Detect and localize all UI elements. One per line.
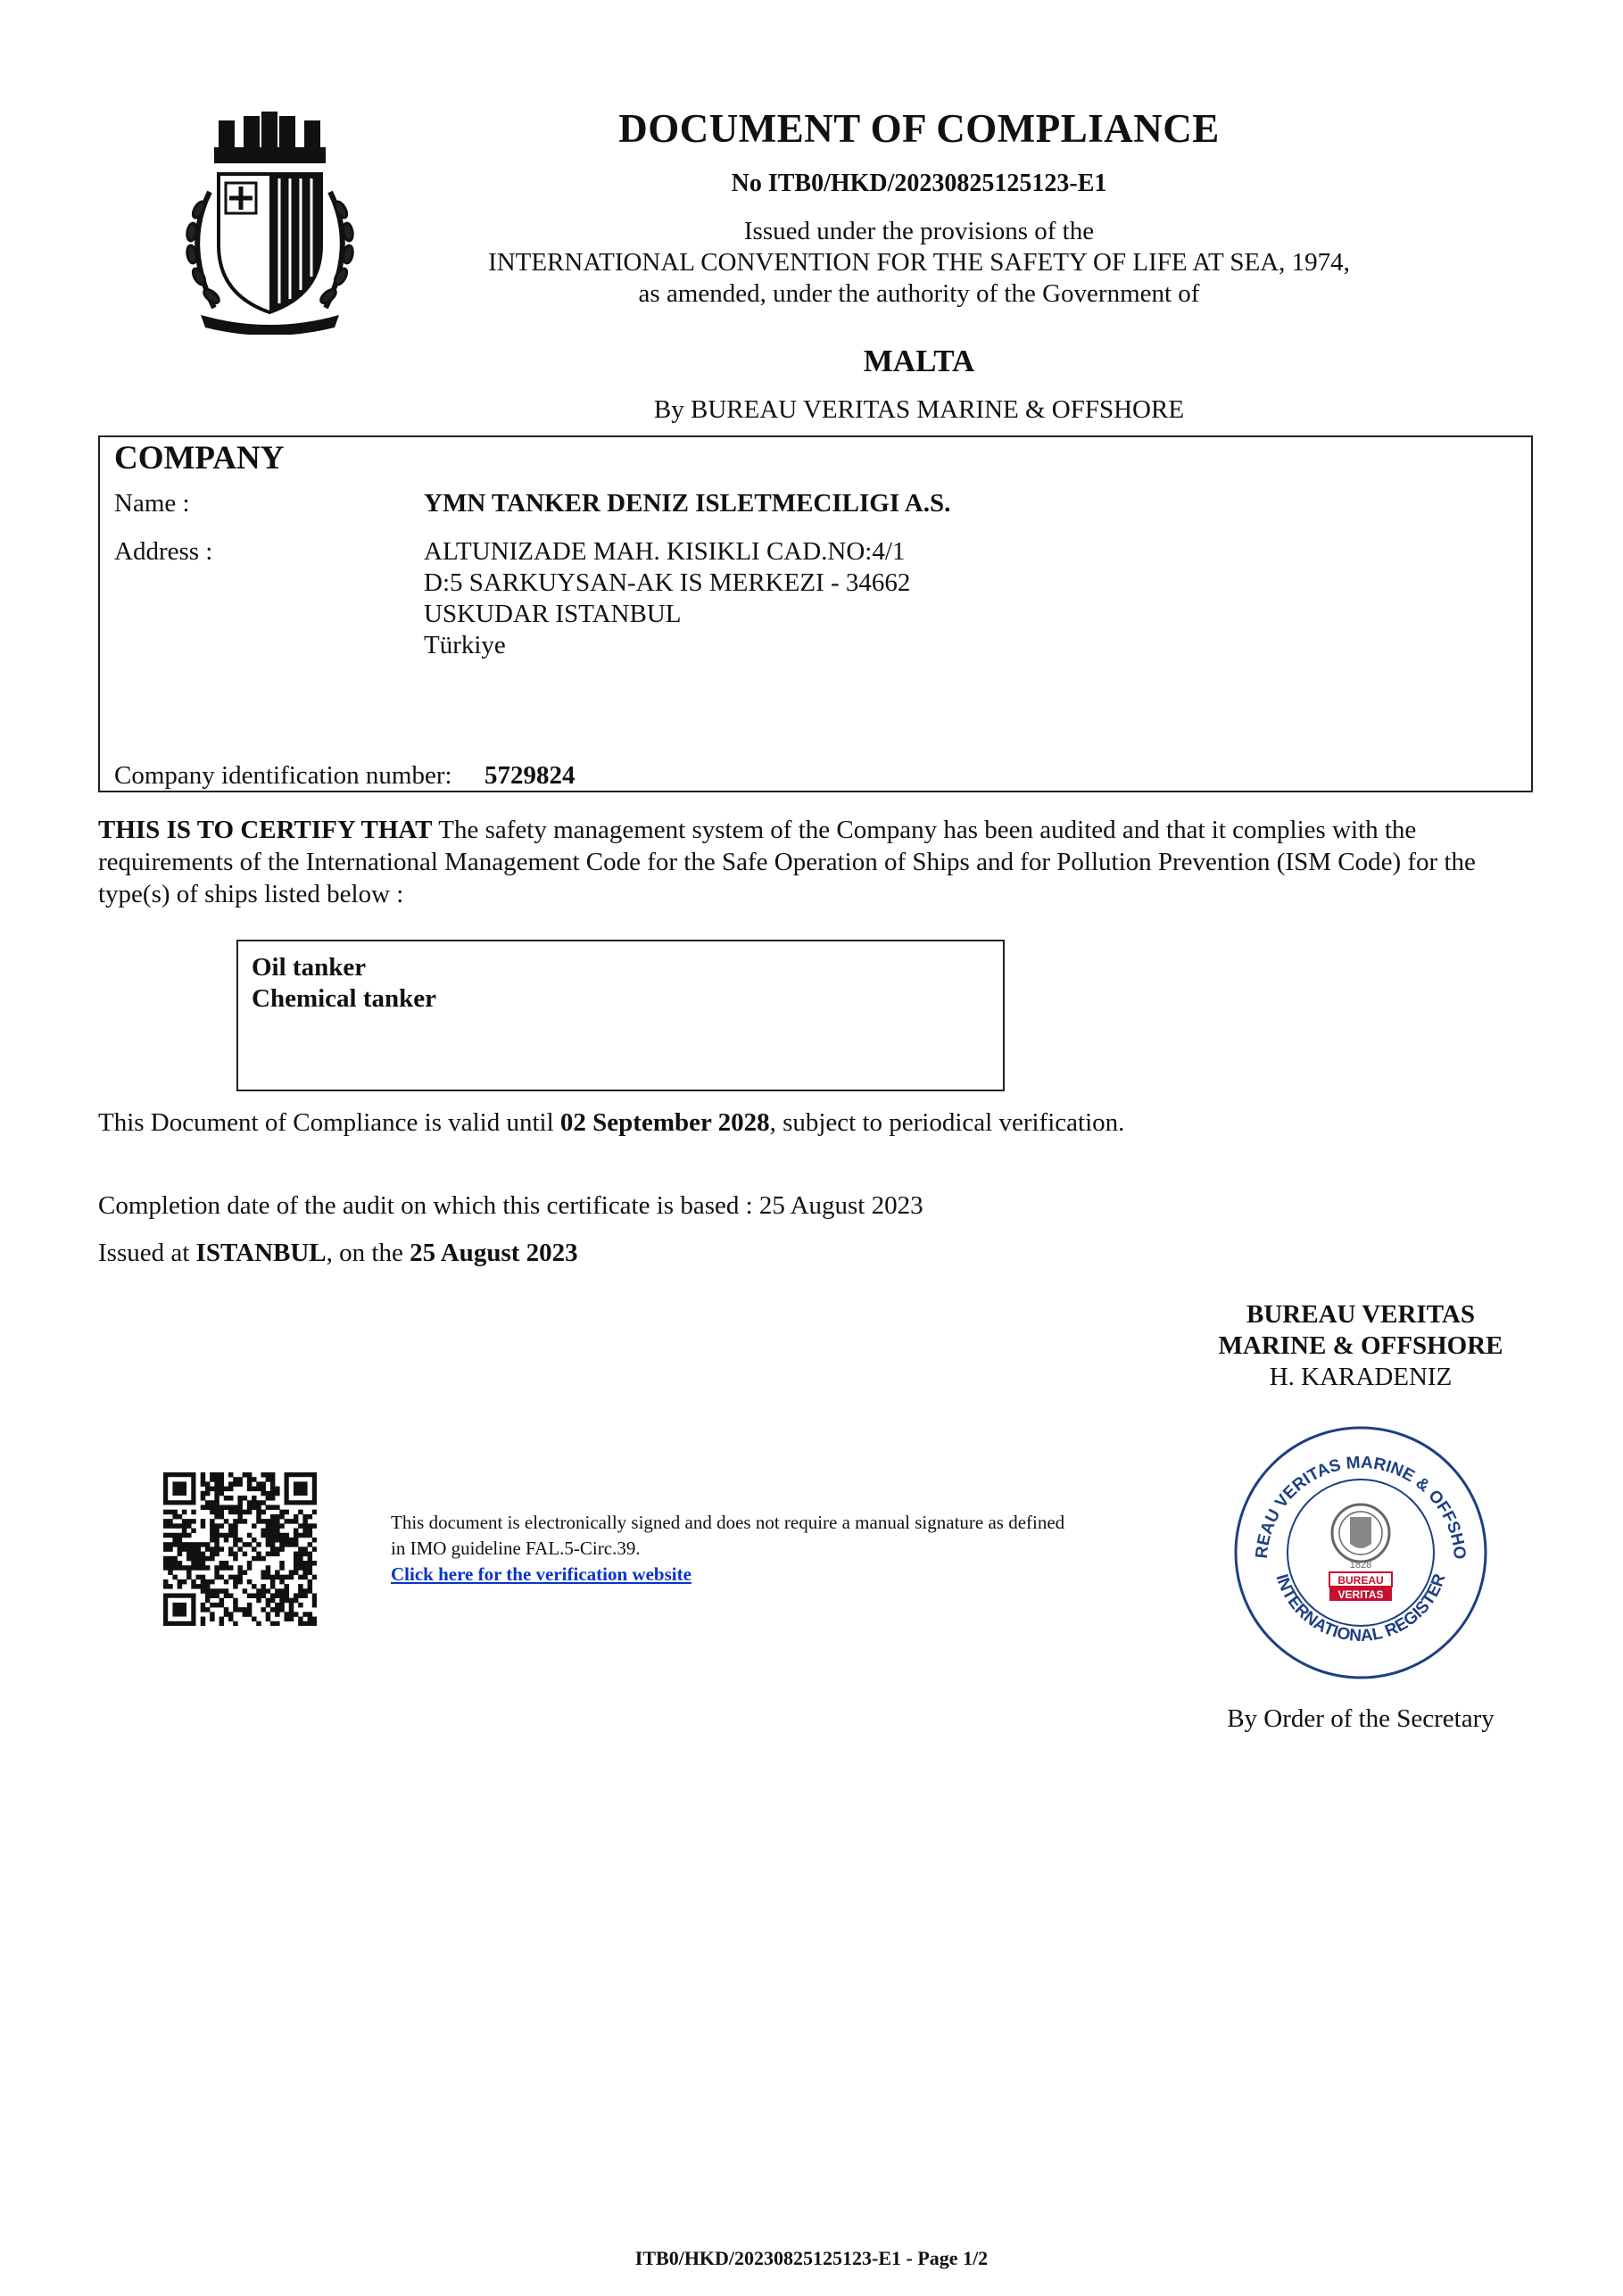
- issued-at-middle: , on the: [326, 1239, 410, 1267]
- validity-suffix: , subject to periodical verification.: [769, 1108, 1125, 1137]
- document-number: No ITB0/HKD/20230825125123-E1: [731, 170, 1107, 197]
- seal-ring-top-text: REAU VERITAS MARINE & OFFSHO: [1252, 1453, 1470, 1561]
- issued-under-line-1: Issued under the provisions of the: [743, 217, 1095, 245]
- issued-at-date: 25 August 2023: [410, 1239, 578, 1267]
- company-address-line: D:5 SARKUYSAN-AK IS MERKEZI - 34662: [424, 568, 911, 597]
- country-heading: MALTA: [863, 344, 975, 378]
- certification-text: The safety management system of the Company has been audited and that it complies with the requirements of the International Management Code for the Safe Operation of Ships and for Pollution Prevention (ISM Code) for the type(s) of ships listed below :: [98, 816, 1476, 908]
- validity-statement: [98, 1108, 1124, 1138]
- document-title: DOCUMENT OF COMPLIANCE: [618, 106, 1220, 151]
- issuer-line: By BUREAU VERITAS MARINE & OFFSHORE: [653, 395, 1185, 424]
- issued-at-prefix: Issued at: [98, 1239, 196, 1267]
- seal-mark-line-1: BUREAU: [1337, 1574, 1384, 1587]
- company-address-label: Address :: [114, 537, 213, 566]
- malta-coat-of-arms-logo: [174, 112, 366, 335]
- signatory-org-line-1: BUREAU VERITAS: [1246, 1300, 1475, 1329]
- validity-date: 02 September 2028: [559, 1108, 770, 1137]
- company-address-line: USKUDAR ISTANBUL: [424, 600, 682, 628]
- validity-prefix: This Document of Compliance is valid until: [98, 1108, 560, 1137]
- seal-ring-bottom-text: INTERNATIONAL REGISTER: [1271, 1571, 1450, 1646]
- page-footer: ITB0/HKD/20230825125123-E1 - Page 1/2: [634, 2247, 989, 2269]
- ship-type-item: Oil tanker: [252, 953, 367, 982]
- audit-completion-date: Completion date of the audit on which this certificate is based : 25 August 2023: [98, 1191, 923, 1220]
- esign-notice-line-2: in IMO guideline FAL.5-Circ.39.: [391, 1538, 641, 1559]
- company-id-value: 5729824: [484, 761, 576, 790]
- issued-under-line-2: INTERNATIONAL CONVENTION FOR THE SAFETY OF LIFE AT SEA, 1974,: [488, 248, 1350, 277]
- company-address-line: Türkiye: [424, 631, 506, 659]
- signatory-person: H. KARADENIZ: [1269, 1363, 1453, 1391]
- bureau-veritas-seal-logo: [1227, 1419, 1495, 1687]
- issued-at-line: [98, 1239, 578, 1268]
- seal-year: 1828: [1349, 1560, 1372, 1571]
- ship-type-item: Chemical tanker: [252, 984, 436, 1013]
- verification-qr-code[interactable]: [163, 1472, 317, 1626]
- qr-finder-pattern: [294, 1481, 308, 1496]
- signatory-org-line-2: MARINE & OFFSHORE: [1218, 1331, 1503, 1360]
- company-address-line: ALTUNIZADE MAH. KISIKLI CAD.NO:4/1: [424, 537, 906, 566]
- qr-finder-pattern: [172, 1603, 186, 1617]
- issued-at-place: ISTANBUL: [195, 1239, 327, 1267]
- certification-statement: [98, 814, 1535, 910]
- certification-lead: THIS IS TO CERTIFY THAT: [98, 816, 433, 844]
- qr-finder-pattern: [172, 1481, 186, 1496]
- company-name-label: Name :: [114, 489, 190, 518]
- company-heading: COMPANY: [114, 440, 285, 477]
- company-id-label: Company identification number:: [114, 761, 452, 790]
- verification-website-link[interactable]: Click here for the verification website: [391, 1563, 691, 1585]
- seal-mark-line-2: VERITAS: [1337, 1588, 1384, 1601]
- issued-under-line-3: as amended, under the authority of the Government of: [638, 279, 1200, 308]
- company-name-value: YMN TANKER DENIZ ISLETMECILIGI A.S.: [424, 489, 951, 518]
- esign-notice-line-1: This document is electronically signed and does not require a manual signature as defined: [391, 1512, 1065, 1533]
- by-order-of-secretary: By Order of the Secretary: [1227, 1704, 1495, 1733]
